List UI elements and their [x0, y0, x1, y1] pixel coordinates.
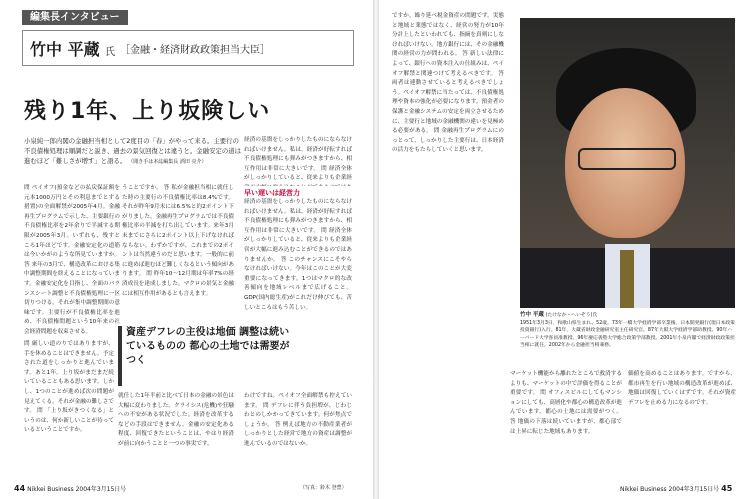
body-column-3a: 経済の基盤をしっかりしたものにならなければいけません。私は、経済が好転すれば不良債権処理にも弾みがつきますから、相互作用は非常に大きいです。 問 経済全体がしっかりしていると、従来よりも企業経営が大幅に進み込むことができるのではありませんか。 答 このチャンスにこそやらなければいけない。今年はこのことが大変重要になってきます。1つはマクロ的な改善傾向を地域レベルまで広げること。GDP(国内総生産)がこれだけ伸びても、苦しいところはもう苦しい。	[244, 199, 352, 311]
right-magazine-name: Nikkei Business 2004年3月15日号	[620, 486, 720, 493]
left-magazine-name: Nikkei Business 2004年3月15日号	[27, 486, 127, 493]
pull-quote: 資産デフレの主役は地価 調整は続いているものの 都心の土地では需要がつく	[118, 326, 294, 386]
lead-credit: （聞き手は本誌編集長 酒田 亮介）	[128, 159, 207, 165]
photo-tie	[620, 250, 634, 308]
body-column-2a: うことですか。 答 私が金融担当相に就任した時の主要行の不良債権比率は8.4%です。それが昨年9月末には6.5%と約2ポイント下がりました。金融再生プログラムでは不良債権比率の半減を打ち出しています。来年3月末までにさらに2ポイント以上下げなければならない。わずかですが、これまでの2ポイントは当然違うのだと思います。一般的に前に進めば進むほど難しくなるという傾向があります。 問 昨年10〜12月期は年率7%の経済成長を達成しました。マクロの景気と金融には相互作用があるとも言えます。	[122, 185, 234, 297]
caption-bio: 1951年3月3日、和歌山県生まれ。52歳。73年一橋大学経済学部卒業後、日本開発銀行(現日本政策投資銀行)入行。81年、大蔵省財政金融研究室主任研究官。87年大阪大学経済学部助教授。90年ハーバード大学客員准教授、96年慶応義塾大学総合政策学部教授。2001年小泉内閣で経済財政政策担当相に就任。2002年から金融担当相兼務。	[520, 320, 735, 348]
body-column-1a: 問 ペイオフ(預金などの払戻保証額を元本1000万円とその利息までとする措置)の全面解禁が2005年4月。金融再生プログラムで示した、主要銀行の不良債権比率を2年余りで半減する期限が2005年3月。いずれも、残すところ1年ほどです。金融安定化の道筋は今いかがのような所見ていますか。 答 来年の3月で、構造改革における集中調整期間を終えることになっています。金融安定化を目指し、全面のバランスシート調整と不良債権処理に一区切りつける。それが集中調整期間の意味です。主要行が不良債権比率を進め、不良債権問題という10年来の社会経済問題を収束させる。	[24, 185, 120, 334]
portrait-photo	[520, 18, 735, 308]
name-text: 竹中 平蔵	[30, 40, 100, 59]
left-page-number: 44	[14, 484, 26, 493]
body-column-1b: 問 厳しい道のりではありますが、手を休めることはできません。予定された道をしっかりと進んでいます。あと1年。上り坂がまだまだ続いていることもある思います。しかし、1つのことが進めば次の問題が見えてくる。それが金融の難しさです。 問 「上り坂がきつくなる」というのは、何か新しいことが待っているということですか。	[24, 341, 114, 434]
section-tag: 編集長インタビュー	[22, 10, 128, 25]
caption-reading: (たけなか・へいぞう)氏	[545, 313, 598, 318]
interviewee-role: ［金融・経済財政政策担当大臣］	[120, 45, 270, 56]
body-column-4: ですか。繰り延べ税金資産の問題です。実態と地域と業態ではなく、経営の努力が10年分計上したといわれても、指摘を真剣にしなければいけない。地方銀行には、その金融機関の経営の力が問われる。 答 新しい法律によって、銀行への資本注入の仕組みは、ペイオフ解禁と関連つけて考えるべきです。 答 両者は連動させていると考えるべきでしょう。ペイオフ解禁に当たっては、不良債権処理や資本の強化が必要になります。預金者の保護と金融システムの安定を両立させるために、主要行と地域の金融機関の違いを見極める必要がある。 問 金融再生プログラムにのっとって、しっかりした主要行は、日本経済の活力をもたらしていくと思います。	[392, 13, 504, 154]
body-column-3-top: 経済の基盤をしっかりしたものにならなければいけません。私は、経済が好転すれば不良債権処理にも弾みがつきますから、相互作用は非常に大きいです。 問 経済全体がしっかりしていると、従来よりも企業経	[244, 137, 352, 182]
caption-name: 竹中 平蔵	[520, 312, 544, 318]
right-folio	[620, 484, 732, 493]
section-subhead: 早い遅いは経営力	[244, 189, 300, 197]
page-gutter	[373, 0, 379, 499]
article-lead	[24, 136, 244, 167]
body-column-5a: マーケット機能から離れたところで救済するよりも、マーケットの中で評価を得ることが重要です。 問 オフィスビルにしてもマンションにしても、高層化や都心の構造改革が進んでいます。都心の土地には需要がつく。 答 地価の下落は続いていますが、都心部では上昇に転じた地域もあります。	[510, 371, 622, 435]
lead-text: 小泉純一郎内閣の金融担当相として2度目の「春」がやって来る。主要行の不良債権処理は順調だと説き、過去の景気回復とは違うと。金融安定の道は進むほど「難しさが増す」と語る。	[24, 137, 242, 165]
photo-glasses	[578, 148, 676, 170]
body-column-3b: わけですね。ペイオフ全面解禁も控えています。 問 デフレに伴う負担増が、じわじわとのしかかってきています。何が焦点でしょうか。 答 例えば地方の不動産業者がしっかりとした経営で地方の資産は調整が進んでいるのではないか。	[244, 393, 352, 447]
left-folio	[14, 484, 126, 493]
article-title: 残り1年、上り坂険しい	[24, 99, 271, 124]
honorific: 氏	[105, 47, 116, 58]
right-page-number: 45	[721, 484, 733, 493]
body-column-2b: 就任した1年半前と比べて日本の金融の景色は大幅に変わりました。クライシス(危機)や狂騒への不安がある状況でした。経済を改革するなどの手段はできません。金融の安定化ある程度、回復できたということは、やはり経済が前に向かうことと一つの事実です。	[118, 393, 234, 447]
body-column-5b: 価値を高めることはあります。ですから、都市再生を行い地域の構造改革が進めば、地価は回復していくはずです。それが資産デフレを止める力になるのです。	[628, 371, 736, 406]
interviewee-name	[30, 37, 115, 60]
photo-caption	[520, 312, 735, 350]
photo-credit: （写真：鈴木 登豊）	[300, 485, 347, 491]
